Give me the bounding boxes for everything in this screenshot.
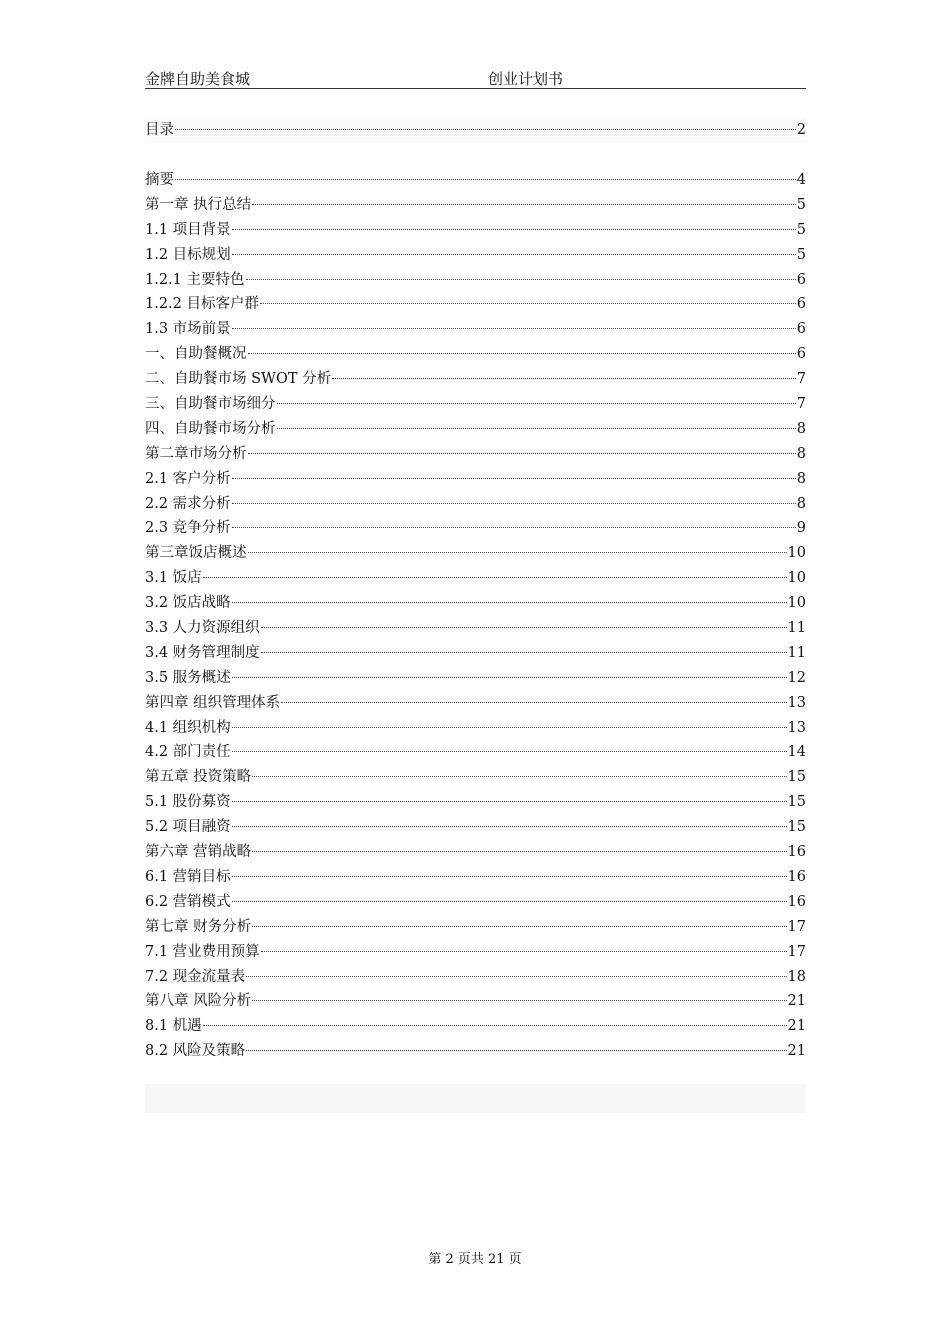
toc-entry[interactable] bbox=[145, 616, 806, 641]
toc-entry-page: 6 bbox=[796, 346, 806, 363]
toc-leader-dots bbox=[175, 129, 796, 130]
toc-entry[interactable] bbox=[145, 1039, 806, 1064]
toc-entry[interactable] bbox=[145, 940, 806, 965]
toc-leader-dots bbox=[252, 926, 786, 927]
toc-leader-dots bbox=[332, 378, 796, 379]
toc-entry-page: 5 bbox=[796, 196, 806, 213]
toc-entry-title: 3.1 饭店 bbox=[145, 570, 202, 587]
toc-leader-dots bbox=[232, 677, 787, 678]
toc-entry-title: 摘要 bbox=[145, 172, 174, 188]
toc-leader-dots bbox=[252, 1000, 786, 1001]
toc-leader-dots bbox=[232, 527, 796, 528]
header-document-title: 创业计划书 bbox=[488, 70, 564, 88]
toc-entry[interactable] bbox=[145, 666, 806, 691]
toc-entry[interactable] bbox=[145, 168, 806, 193]
toc-entry[interactable] bbox=[145, 1014, 806, 1039]
page-footer: 第 2 页共 21 页 bbox=[428, 1252, 522, 1267]
toc-entry-page: 14 bbox=[787, 744, 806, 761]
toc-entry-title: 7.1 营业费用预算 bbox=[145, 943, 260, 960]
toc-entry[interactable] bbox=[145, 292, 806, 317]
toc-leader-dots bbox=[252, 204, 796, 205]
toc-entry-page: 6 bbox=[796, 321, 806, 338]
toc-entry-page: 21 bbox=[787, 1018, 806, 1035]
toc-entry-page: 11 bbox=[787, 644, 806, 661]
toc-leader-dots bbox=[232, 801, 787, 802]
toc-entry-title: 3.3 人力资源组织 bbox=[145, 620, 260, 637]
toc-leader-dots bbox=[248, 353, 796, 354]
toc-entry-page: 7 bbox=[796, 371, 806, 388]
toc-entry-page: 16 bbox=[787, 844, 806, 861]
toc-entry-page: 15 bbox=[787, 819, 806, 836]
toc-entry-contents[interactable] bbox=[145, 117, 806, 143]
toc-entry-title: 3.4 财务管理制度 bbox=[145, 644, 260, 661]
table-of-contents bbox=[145, 168, 806, 1064]
toc-entry-title: 5.1 股份募资 bbox=[145, 794, 231, 811]
toc-leader-dots bbox=[248, 453, 796, 454]
toc-entry-page: 15 bbox=[787, 794, 806, 811]
toc-entry-title: 6.2 营销模式 bbox=[145, 893, 231, 910]
toc-entry-page: 16 bbox=[787, 893, 806, 910]
toc-leader-dots bbox=[246, 279, 796, 280]
toc-entry[interactable] bbox=[145, 492, 806, 517]
toc-entry-title: 5.2 项目融资 bbox=[145, 819, 231, 836]
header-company-name: 金牌自助美食城 bbox=[145, 70, 251, 88]
toc-entry-title: 1.2.1 主要特色 bbox=[145, 271, 245, 288]
toc-entry-page: 21 bbox=[787, 1043, 806, 1060]
toc-entry-title: 1.1 项目背景 bbox=[145, 221, 231, 238]
toc-entry-title: 2.1 客户分析 bbox=[145, 470, 231, 487]
toc-entry[interactable] bbox=[145, 317, 806, 342]
toc-entry-page: 6 bbox=[796, 296, 806, 313]
toc-entry[interactable] bbox=[145, 740, 806, 765]
toc-entry[interactable] bbox=[145, 815, 806, 840]
toc-entry-page: 17 bbox=[787, 943, 806, 960]
toc-leader-dots bbox=[232, 602, 787, 603]
toc-leader-dots bbox=[261, 627, 787, 628]
toc-entry[interactable] bbox=[145, 392, 806, 417]
toc-entry-title: 一、自助餐概况 bbox=[145, 346, 247, 363]
toc-leader-dots bbox=[232, 503, 796, 504]
toc-entry-title: 第三章饭店概述 bbox=[145, 545, 247, 562]
toc-entry-page: 11 bbox=[787, 620, 806, 637]
toc-entry-title: 2.2 需求分析 bbox=[145, 495, 231, 512]
toc-entry-page: 2 bbox=[796, 122, 806, 138]
toc-entry-title: 四、自助餐市场分析 bbox=[145, 420, 276, 437]
toc-leader-dots bbox=[203, 577, 787, 578]
toc-entry-page: 6 bbox=[796, 271, 806, 288]
toc-entry-title: 二、自助餐市场 SWOT 分析 bbox=[145, 371, 332, 388]
toc-entry[interactable] bbox=[145, 840, 806, 865]
toc-entry[interactable] bbox=[145, 442, 806, 467]
toc-entry-title: 第四章 组织管理体系 bbox=[145, 694, 281, 711]
toc-entry-title: 第七章 财务分析 bbox=[145, 918, 252, 935]
toc-leader-dots bbox=[232, 328, 796, 329]
toc-leader-dots bbox=[246, 1050, 786, 1051]
toc-leader-dots bbox=[232, 254, 796, 255]
toc-entry-page: 13 bbox=[787, 694, 806, 711]
toc-leader-dots bbox=[232, 751, 787, 752]
toc-entry-page: 12 bbox=[787, 669, 806, 686]
toc-entry-title: 1.2 目标规划 bbox=[145, 246, 231, 263]
toc-leader-dots bbox=[232, 901, 787, 902]
toc-entry[interactable] bbox=[145, 516, 806, 541]
toc-entry-page: 4 bbox=[796, 172, 806, 188]
page-header bbox=[145, 66, 806, 89]
toc-leader-dots bbox=[232, 229, 796, 230]
toc-leader-dots bbox=[246, 976, 786, 977]
toc-entry-title: 8.1 机遇 bbox=[145, 1018, 202, 1035]
toc-entry[interactable] bbox=[145, 193, 806, 218]
toc-entry-title: 8.2 风险及策略 bbox=[145, 1043, 246, 1060]
toc-entry[interactable] bbox=[145, 890, 806, 915]
toc-entry[interactable] bbox=[145, 716, 806, 741]
toc-leader-dots bbox=[248, 552, 787, 553]
toc-entry-page: 8 bbox=[796, 445, 806, 462]
toc-leader-dots bbox=[277, 403, 796, 404]
toc-entry-title: 4.2 部门责任 bbox=[145, 744, 231, 761]
toc-entry-title: 第二章市场分析 bbox=[145, 445, 247, 462]
toc-entry-title: 3.5 服务概述 bbox=[145, 669, 231, 686]
toc-entry-title: 第八章 风险分析 bbox=[145, 993, 252, 1010]
toc-entry-page: 15 bbox=[787, 769, 806, 786]
toc-entry-title: 第六章 营销战略 bbox=[145, 844, 252, 861]
toc-leader-dots bbox=[252, 851, 786, 852]
toc-leader-dots bbox=[261, 652, 787, 653]
toc-entry-page: 8 bbox=[796, 470, 806, 487]
toc-entry-title: 1.3 市场前景 bbox=[145, 321, 231, 338]
toc-leader-dots bbox=[252, 776, 786, 777]
toc-leader-dots bbox=[232, 478, 796, 479]
toc-entry[interactable] bbox=[145, 915, 806, 940]
empty-paragraph-block bbox=[145, 1084, 806, 1113]
toc-entry[interactable] bbox=[145, 467, 806, 492]
toc-entry[interactable] bbox=[145, 268, 806, 293]
toc-leader-dots bbox=[261, 951, 787, 952]
toc-entry-page: 10 bbox=[787, 595, 806, 612]
toc-leader-dots bbox=[232, 876, 787, 877]
toc-leader-dots bbox=[232, 727, 787, 728]
toc-entry-page: 10 bbox=[787, 545, 806, 562]
toc-entry-title: 目录 bbox=[145, 122, 174, 138]
toc-entry[interactable] bbox=[145, 417, 806, 442]
toc-entry-title: 第五章 投资策略 bbox=[145, 769, 252, 786]
toc-entry[interactable] bbox=[145, 541, 806, 566]
toc-entry-title: 6.1 营销目标 bbox=[145, 868, 231, 885]
toc-entry-page: 21 bbox=[787, 993, 806, 1010]
toc-leader-dots bbox=[277, 428, 796, 429]
toc-entry-page: 7 bbox=[796, 396, 806, 413]
toc-entry-page: 16 bbox=[787, 868, 806, 885]
toc-entry[interactable] bbox=[145, 965, 806, 990]
toc-entry[interactable] bbox=[145, 591, 806, 616]
toc-leader-dots bbox=[281, 702, 786, 703]
toc-entry-page: 18 bbox=[787, 968, 806, 985]
toc-entry-title: 7.2 现金流量表 bbox=[145, 968, 246, 985]
toc-entry-title: 1.2.2 目标客户群 bbox=[145, 296, 260, 313]
toc-entry[interactable] bbox=[145, 989, 806, 1014]
toc-entry[interactable] bbox=[145, 566, 806, 591]
toc-entry-page: 17 bbox=[787, 918, 806, 935]
toc-entry-title: 3.2 饭店战略 bbox=[145, 595, 231, 612]
toc-entry[interactable] bbox=[145, 790, 806, 815]
toc-entry-page: 8 bbox=[796, 420, 806, 437]
toc-entry-page: 9 bbox=[796, 520, 806, 537]
toc-entry[interactable] bbox=[145, 367, 806, 392]
toc-entry[interactable] bbox=[145, 243, 806, 268]
toc-entry-title: 4.1 组织机构 bbox=[145, 719, 231, 736]
toc-entry[interactable] bbox=[145, 691, 806, 716]
toc-leader-dots bbox=[203, 1025, 787, 1026]
toc-entry-page: 13 bbox=[787, 719, 806, 736]
toc-entry-page: 8 bbox=[796, 495, 806, 512]
toc-leader-dots bbox=[175, 179, 796, 180]
toc-entry-page: 5 bbox=[796, 246, 806, 263]
toc-entry-page: 5 bbox=[796, 221, 806, 238]
toc-leader-dots bbox=[260, 303, 796, 304]
toc-heading-block bbox=[145, 117, 806, 143]
toc-entry[interactable] bbox=[145, 865, 806, 890]
toc-entry[interactable] bbox=[145, 641, 806, 666]
toc-entry-title: 2.3 竞争分析 bbox=[145, 520, 231, 537]
toc-entry-page: 10 bbox=[787, 570, 806, 587]
toc-entry[interactable] bbox=[145, 342, 806, 367]
toc-leader-dots bbox=[232, 826, 787, 827]
toc-entry-title: 三、自助餐市场细分 bbox=[145, 396, 276, 413]
toc-entry[interactable] bbox=[145, 218, 806, 243]
toc-entry[interactable] bbox=[145, 765, 806, 790]
toc-entry-title: 第一章 执行总结 bbox=[145, 196, 252, 213]
